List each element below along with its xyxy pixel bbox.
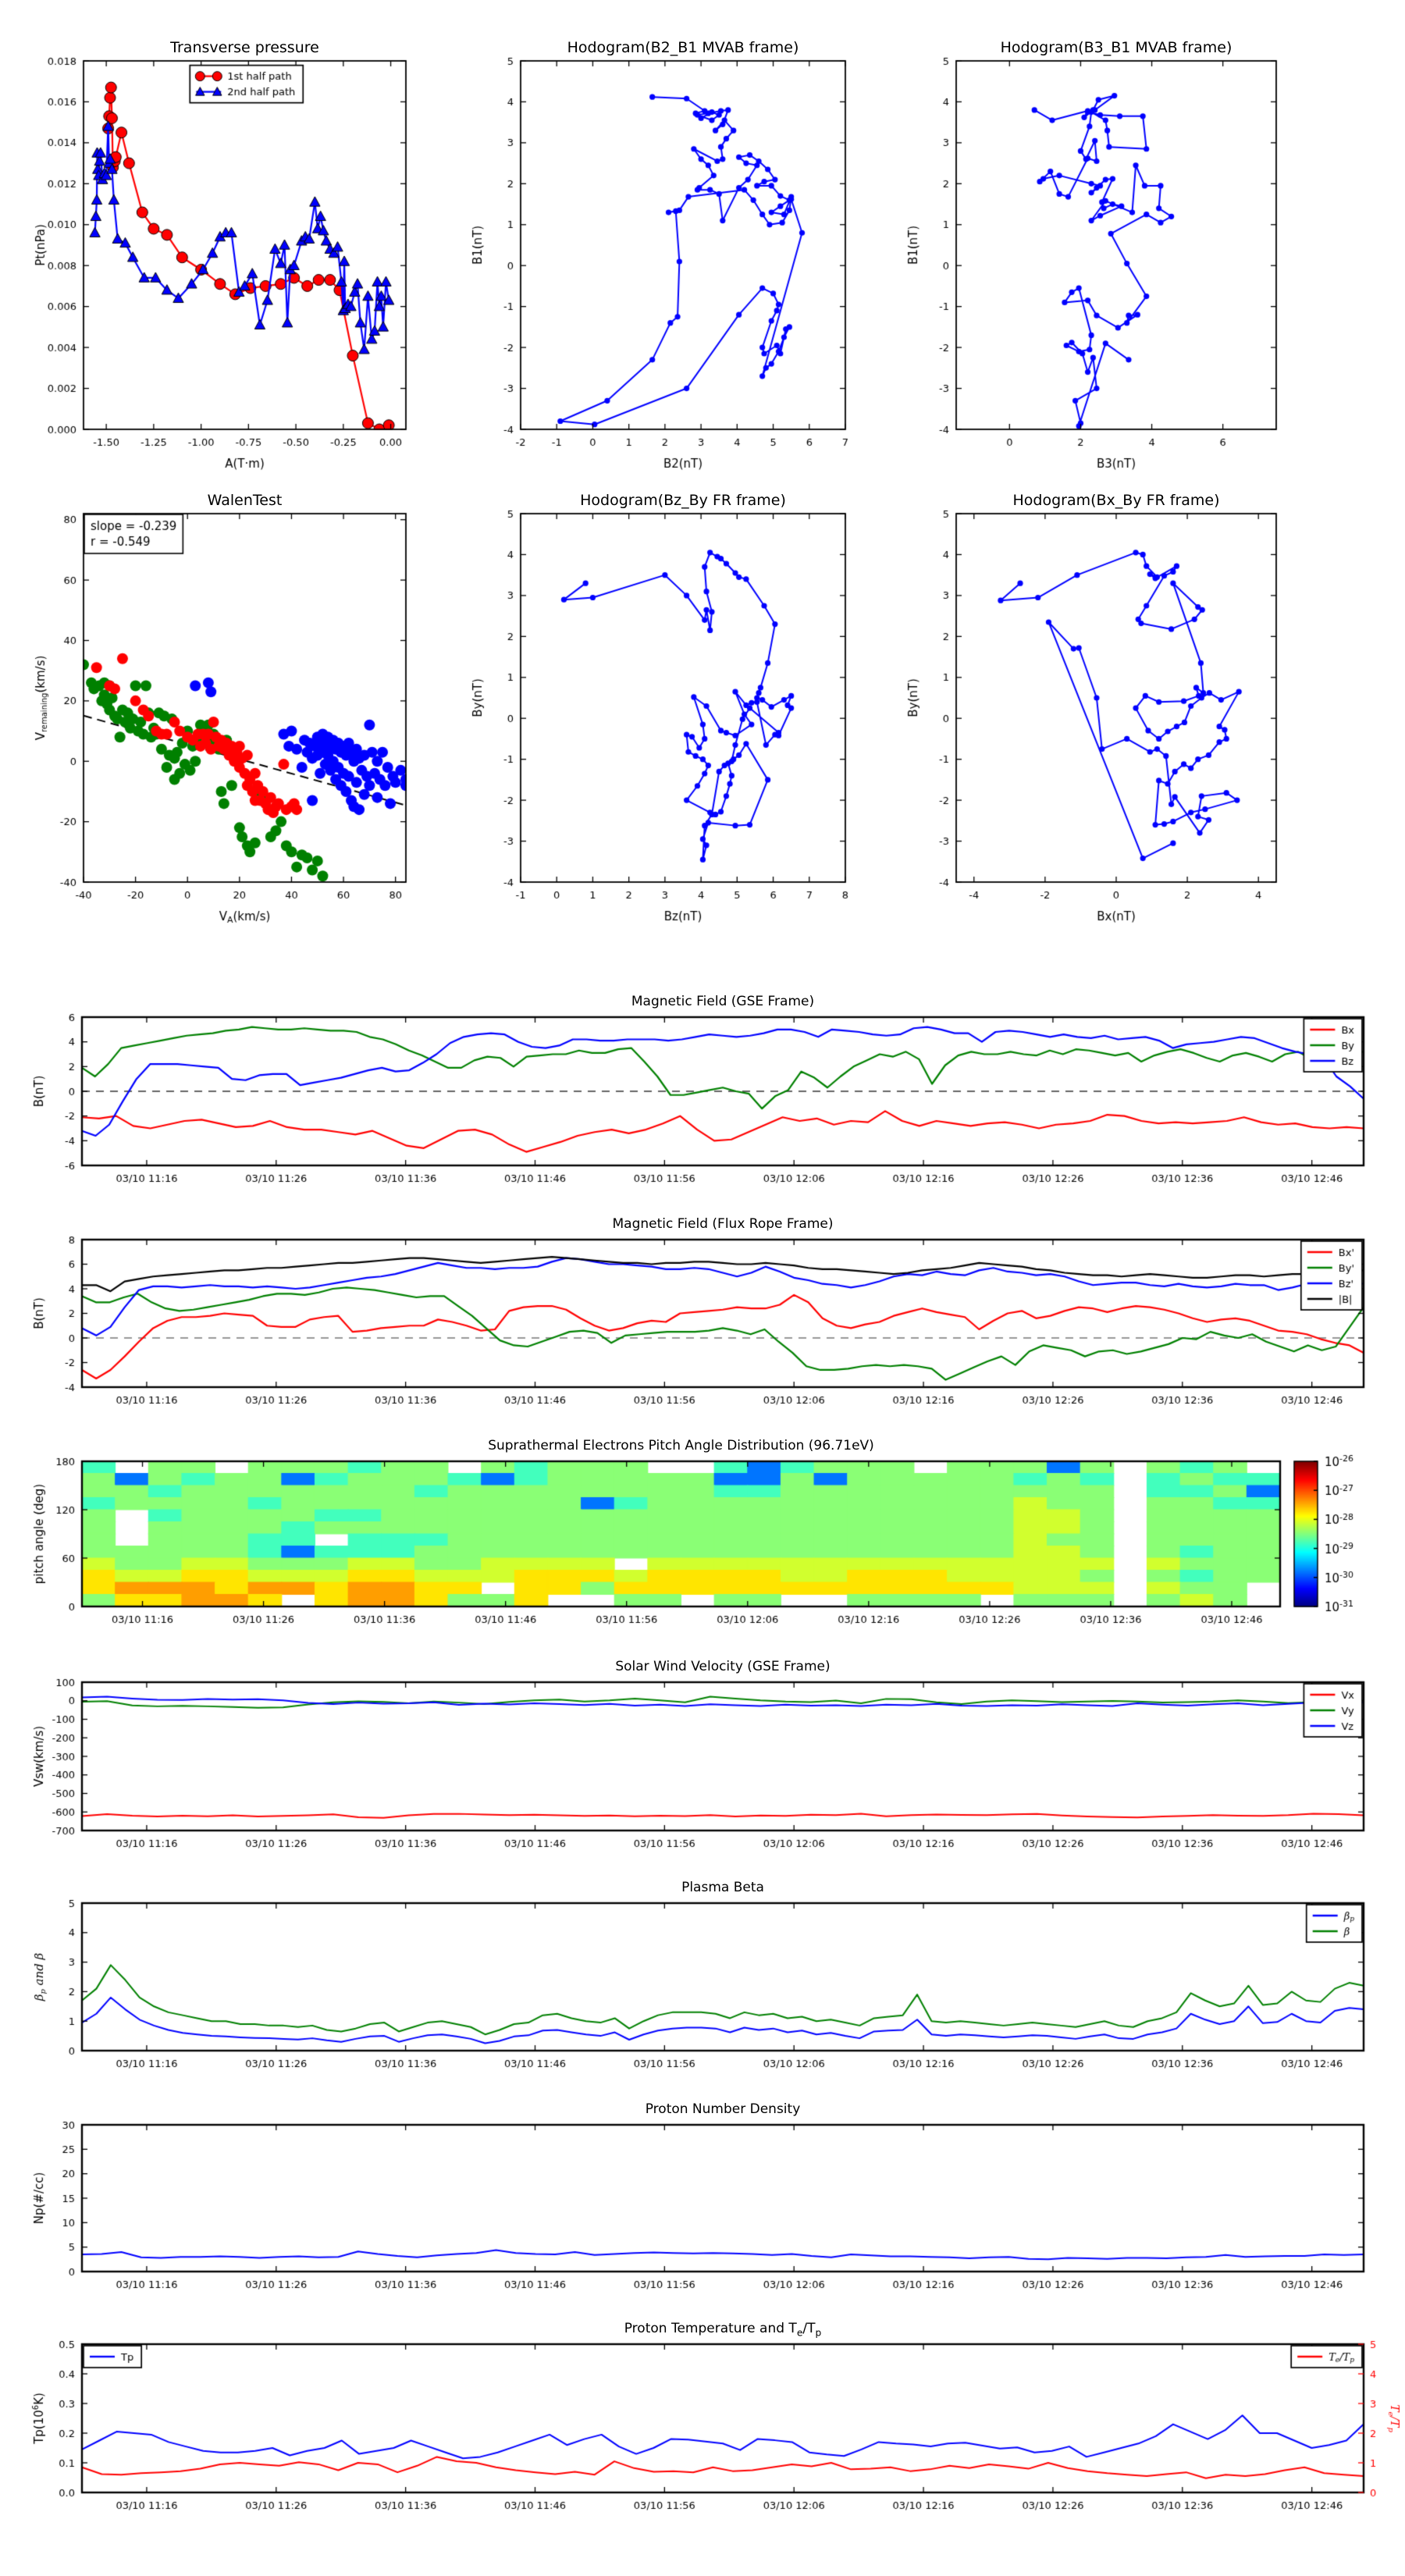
panel-walen-test [23, 482, 422, 932]
panel-magnetic-field-gse [21, 992, 1400, 1200]
beta-chart-canvas [21, 1878, 1400, 2085]
vsw-chart-canvas [21, 1657, 1400, 1865]
walen-chart-canvas [23, 482, 422, 932]
proton-temperature-title: Proton Temperature and $T_e/T_p$ [624, 2321, 822, 2339]
np-chart-canvas [21, 2100, 1400, 2306]
hodogram-bx-by-title: Hodogram(Bx_By FR frame) [1012, 492, 1220, 509]
tp-chart-canvas [21, 2319, 1400, 2527]
proton-number-density-title: Proton Number Density [645, 2101, 801, 2117]
panel-hodogram-bx-by [895, 482, 1292, 932]
panel-magnetic-field-flux-rope [21, 1215, 1400, 1421]
transverse-pressure-title: Transverse pressure [170, 39, 319, 56]
magnetic-field-flux-rope-title: Magnetic Field (Flux Rope Frame) [612, 1216, 834, 1232]
walen-test-title: WalenTest [207, 492, 283, 509]
panel-hodogram-b3-b1 [895, 30, 1292, 479]
hodogram-b2-b1-title: Hodogram(B2_B1 MVAB frame) [567, 39, 799, 56]
magnetic-field-gse-title: Magnetic Field (GSE Frame) [631, 994, 815, 1009]
panel-hodogram-bz-by [460, 482, 861, 932]
panel-solar-wind-velocity [21, 1657, 1400, 1865]
panel-pitch-angle-distribution [21, 1436, 1405, 1641]
hodogram-b3-b1-title: Hodogram(B3_B1 MVAB frame) [1000, 39, 1232, 56]
fr-chart-canvas [21, 1215, 1400, 1421]
panel-plasma-beta [21, 1878, 1400, 2085]
bzby-chart-canvas [460, 482, 861, 932]
panel-proton-temperature [21, 2319, 1400, 2527]
panel-proton-number-density [21, 2100, 1400, 2306]
panel-transverse-pressure [23, 30, 422, 479]
pt-chart-canvas [23, 30, 422, 479]
solar-wind-velocity-title: Solar Wind Velocity (GSE Frame) [615, 1659, 831, 1674]
bxby-chart-canvas [895, 482, 1292, 932]
b2b1-chart-canvas [460, 30, 861, 479]
plasma-beta-title: Plasma Beta [681, 1880, 764, 1895]
b3b1-chart-canvas [895, 30, 1292, 479]
pitch-chart-canvas [21, 1436, 1405, 1641]
panel-hodogram-b2-b1 [460, 30, 861, 479]
hodogram-bz-by-title: Hodogram(Bz_By FR frame) [580, 492, 786, 509]
gse-chart-canvas [21, 992, 1400, 1200]
pitch-angle-distribution-title: Suprathermal Electrons Pitch Angle Distribution (96.71eV) [488, 1438, 874, 1453]
